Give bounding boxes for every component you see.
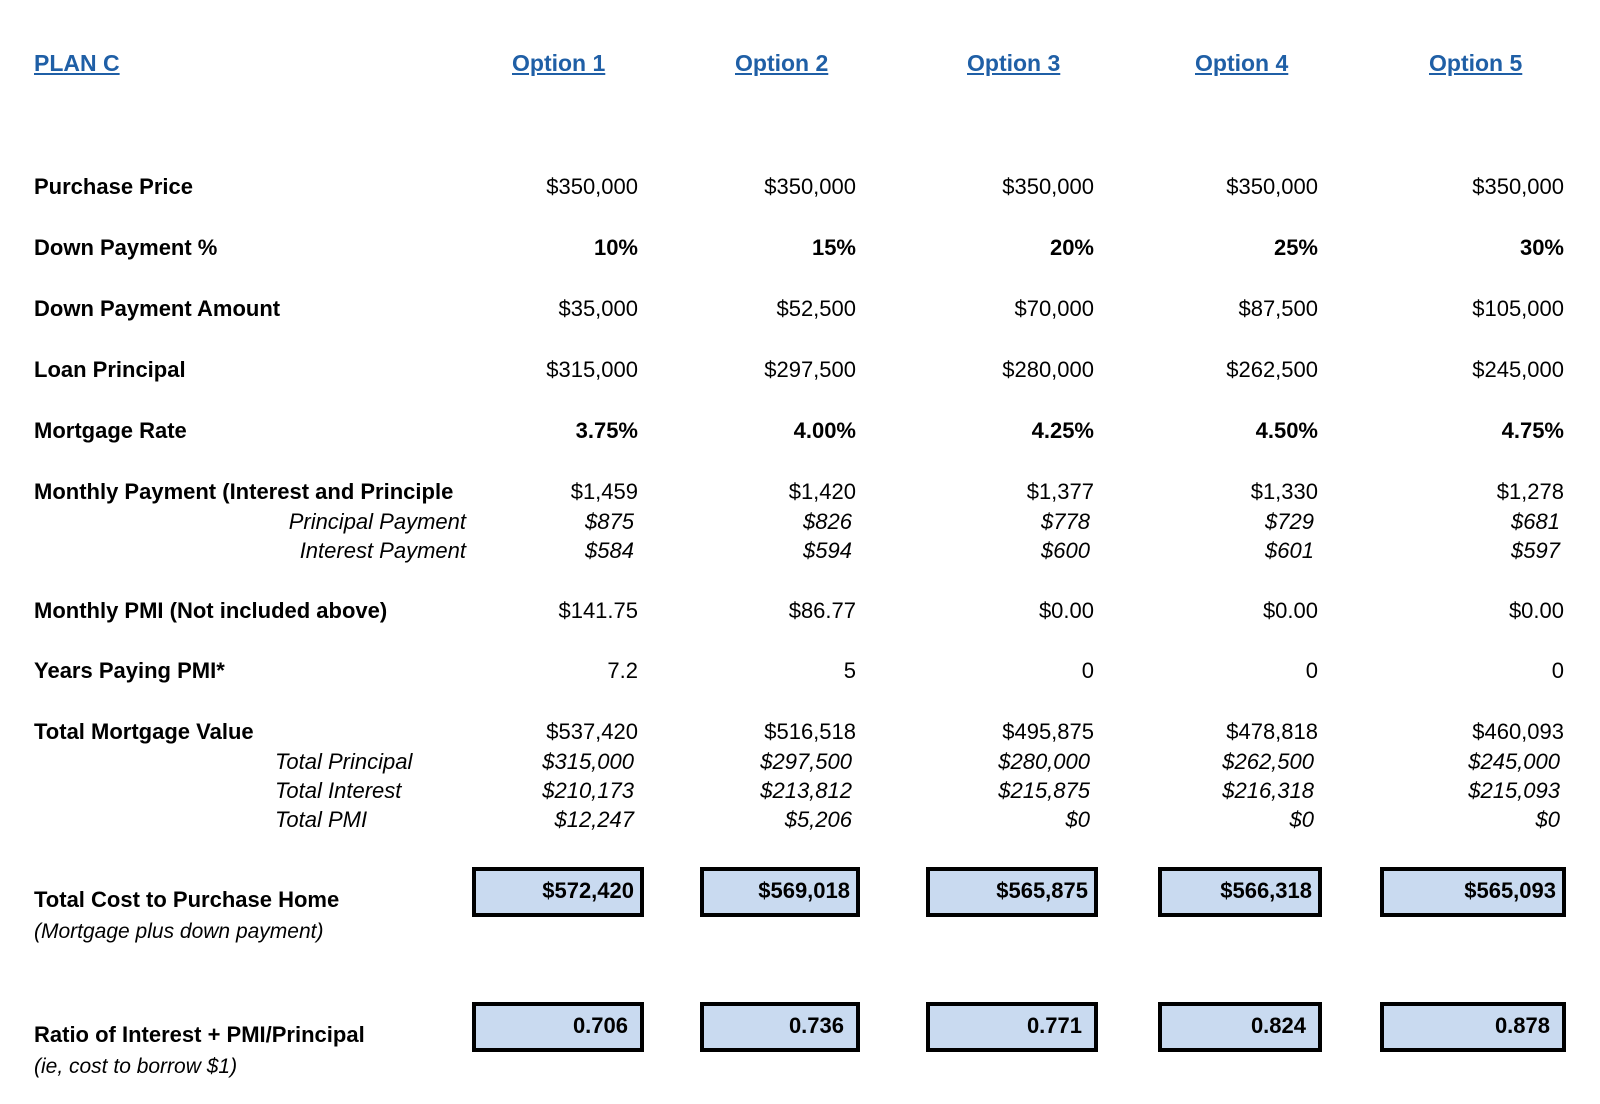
years-pmi-opt1: 7.2: [607, 658, 638, 683]
option-5-header[interactable]: Option 5: [1429, 50, 1523, 76]
total-pmi-opt3: $0: [1065, 807, 1090, 832]
option-1-header[interactable]: Option 1: [512, 50, 606, 76]
monthly-pmi-label: Monthly PMI (Not included above): [34, 598, 388, 623]
total-principal-opt3: $280,000: [998, 749, 1090, 774]
mortgage-rate-opt5: 4.75%: [1501, 418, 1564, 443]
plan-title[interactable]: PLAN C: [34, 50, 120, 76]
total-principal-opt4: $262,500: [1222, 749, 1314, 774]
down-payment-pct-opt3: 20%: [1049, 235, 1094, 260]
years-pmi-opt3: 0: [1081, 658, 1094, 683]
monthly-payment-opt1: $1,459: [570, 479, 638, 504]
ratio-label: Ratio of Interest + PMI/Principal: [34, 1022, 365, 1047]
monthly-pmi-opt4: $0.00: [1262, 598, 1318, 623]
loan-principal-label: Loan Principal: [34, 357, 186, 382]
down-payment-amount-opt3: $70,000: [1014, 296, 1094, 321]
monthly-pmi-opt1: $141.75: [558, 598, 638, 623]
principal-payment-opt1: $875: [585, 509, 634, 534]
loan-principal-opt3: $280,000: [1002, 357, 1094, 382]
total-pmi-opt2: $5,206: [784, 807, 852, 832]
down-payment-amount-opt5: $105,000: [1472, 296, 1564, 321]
interest-payment-opt1: $584: [585, 538, 634, 563]
total-interest-opt3: $215,875: [998, 778, 1090, 803]
monthly-payment-opt4: $1,330: [1250, 479, 1318, 504]
interest-payment-opt3: $600: [1041, 538, 1090, 563]
total-mortgage-value-opt3: $495,875: [1002, 719, 1094, 744]
monthly-payment-label: Monthly Payment (Interest and Principle: [34, 479, 454, 504]
total-principal-opt1: $315,000: [542, 749, 634, 774]
total-pmi-opt5: $0: [1535, 807, 1560, 832]
total-interest-opt1: $210,173: [542, 778, 634, 803]
monthly-payment-opt2: $1,420: [788, 479, 856, 504]
ratio-note: (ie, cost to borrow $1): [34, 1055, 238, 1078]
interest-payment-opt5: $597: [1511, 538, 1560, 563]
mortgage-rate-opt3: 4.25%: [1031, 418, 1094, 443]
monthly-pmi-opt2: $86.77: [788, 598, 856, 623]
monthly-payment-opt5: $1,278: [1496, 479, 1564, 504]
total-cost-opt1: $572,420: [472, 867, 644, 917]
total-mortgage-value-opt4: $478,818: [1226, 719, 1318, 744]
total-interest-opt2: $213,812: [760, 778, 852, 803]
mortgage-rate-opt2: 4.00%: [793, 418, 856, 443]
purchase-price-opt4: $350,000: [1226, 174, 1318, 199]
down-payment-pct-opt5: 30%: [1519, 235, 1564, 260]
total-mortgage-value-label: Total Mortgage Value: [34, 719, 254, 744]
total-cost-opt4: $566,318: [1158, 867, 1322, 917]
total-interest-opt4: $216,318: [1222, 778, 1314, 803]
down-payment-pct-opt1: 10%: [593, 235, 638, 260]
loan-principal-opt4: $262,500: [1226, 357, 1318, 382]
mortgage-rate-opt1: 3.75%: [575, 418, 638, 443]
monthly-payment-opt3: $1,377: [1026, 479, 1094, 504]
total-mortgage-value-opt1: $537,420: [546, 719, 638, 744]
purchase-price-opt1: $350,000: [546, 174, 638, 199]
purchase-price-opt3: $350,000: [1002, 174, 1094, 199]
option-4-header[interactable]: Option 4: [1195, 50, 1289, 76]
years-pmi-opt2: 5: [843, 658, 856, 683]
interest-payment-opt4: $601: [1265, 538, 1314, 563]
purchase-price-opt5: $350,000: [1472, 174, 1564, 199]
down-payment-pct-opt2: 15%: [811, 235, 856, 260]
total-pmi-opt4: $0: [1289, 807, 1314, 832]
interest-payment-label: Interest Payment: [299, 538, 466, 563]
down-payment-amount-opt4: $87,500: [1238, 296, 1318, 321]
down-payment-amount-opt2: $52,500: [776, 296, 856, 321]
option-2-header[interactable]: Option 2: [735, 50, 829, 76]
total-cost-label: Total Cost to Purchase Home: [34, 887, 340, 912]
total-pmi-label: Total PMI: [275, 807, 368, 832]
loan-principal-opt1: $315,000: [546, 357, 638, 382]
total-principal-opt2: $297,500: [760, 749, 852, 774]
principal-payment-label: Principal Payment: [288, 509, 466, 534]
total-interest-opt5: $215,093: [1468, 778, 1560, 803]
total-cost-opt5: $565,093: [1380, 867, 1566, 917]
ratio-opt2: 0.736: [700, 1002, 860, 1052]
ratio-opt3: 0.771: [926, 1002, 1098, 1052]
total-principal-label: Total Principal: [275, 749, 413, 774]
years-pmi-label: Years Paying PMI*: [34, 658, 225, 683]
monthly-pmi-opt3: $0.00: [1038, 598, 1094, 623]
principal-payment-opt5: $681: [1511, 509, 1560, 534]
down-payment-pct-opt4: 25%: [1273, 235, 1318, 260]
total-mortgage-value-opt5: $460,093: [1472, 719, 1564, 744]
mortgage-rate-label: Mortgage Rate: [34, 418, 187, 443]
total-cost-opt2: $569,018: [700, 867, 860, 917]
total-mortgage-value-opt2: $516,518: [764, 719, 856, 744]
total-cost-note: (Mortgage plus down payment): [34, 920, 324, 943]
mortgage-rate-opt4: 4.50%: [1255, 418, 1318, 443]
interest-payment-opt2: $594: [803, 538, 852, 563]
total-principal-opt5: $245,000: [1468, 749, 1560, 774]
down-payment-pct-label: Down Payment %: [34, 235, 218, 260]
total-pmi-opt1: $12,247: [554, 807, 634, 832]
ratio-opt4: 0.824: [1158, 1002, 1322, 1052]
years-pmi-opt4: 0: [1305, 658, 1318, 683]
down-payment-amount-label: Down Payment Amount: [34, 296, 281, 321]
down-payment-amount-opt1: $35,000: [558, 296, 638, 321]
option-3-header[interactable]: Option 3: [967, 50, 1061, 76]
purchase-price-opt2: $350,000: [764, 174, 856, 199]
loan-principal-opt5: $245,000: [1472, 357, 1564, 382]
principal-payment-opt3: $778: [1041, 509, 1090, 534]
total-interest-label: Total Interest: [275, 778, 402, 803]
principal-payment-opt2: $826: [803, 509, 852, 534]
principal-payment-opt4: $729: [1265, 509, 1314, 534]
monthly-pmi-opt5: $0.00: [1508, 598, 1564, 623]
total-cost-opt3: $565,875: [926, 867, 1098, 917]
ratio-opt5: 0.878: [1380, 1002, 1566, 1052]
purchase-price-label: Purchase Price: [34, 174, 193, 199]
loan-principal-opt2: $297,500: [764, 357, 856, 382]
years-pmi-opt5: 0: [1551, 658, 1564, 683]
ratio-opt1: 0.706: [472, 1002, 644, 1052]
